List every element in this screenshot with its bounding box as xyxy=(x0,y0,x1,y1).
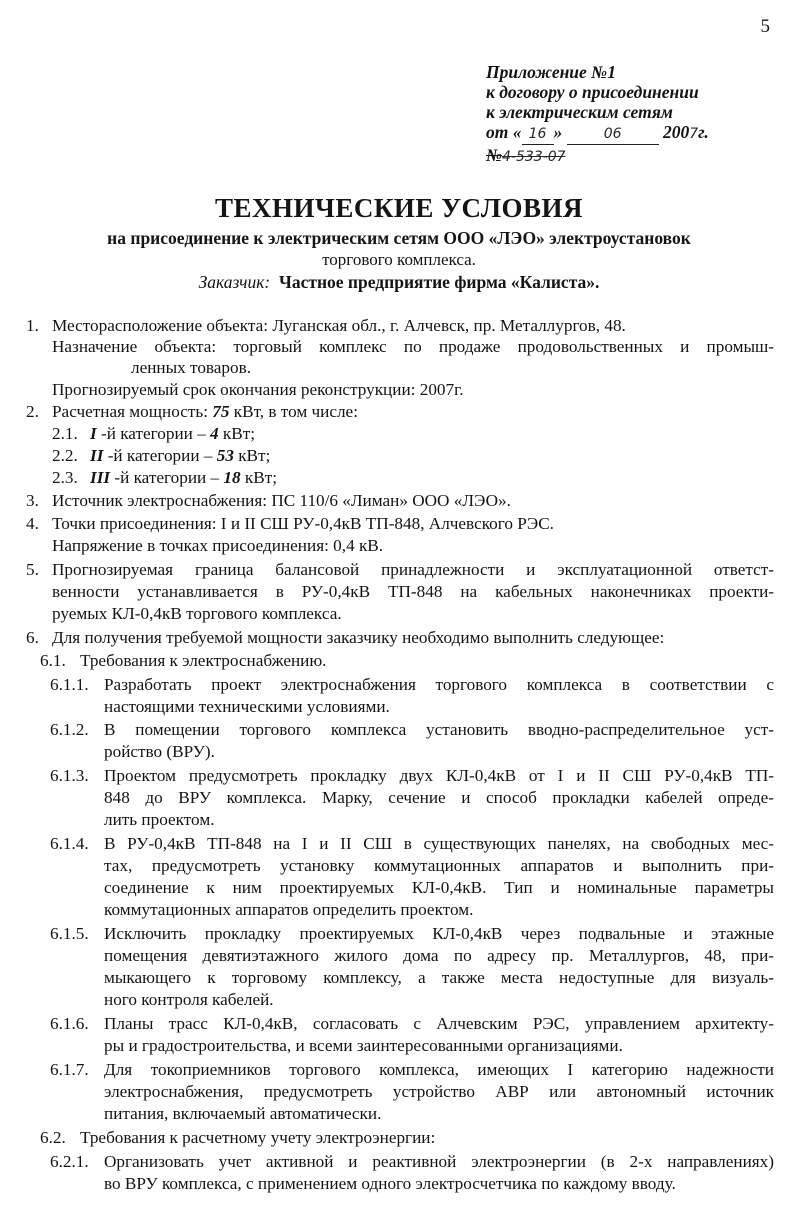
item-5-line-3: руемых КЛ-0,4кВ торгового комплекса. xyxy=(52,604,342,623)
item-1-number: 1. xyxy=(26,316,39,335)
item-6-2-1-line-2: во ВРУ комплекса, с применением одного электросчетчика по каждому вводу. xyxy=(104,1174,676,1193)
item-6-1-5-line-2: помещения девятиэтажного жилого дома по адресу пр. Металлургов, 48, при- xyxy=(104,946,774,965)
item-6-2-1-line-1: Организовать учет активной и реактивной электроэнергии (в 2-х направлениях) xyxy=(104,1152,774,1171)
item-5-line-1: Прогнозируемая граница балансовой принадлежности и эксплуатационной ответст- xyxy=(52,560,774,579)
item-5-line-2: венности устанавливается в РУ-0,4кВ ТП-848 на кабельных наконечниках проекти- xyxy=(52,582,774,601)
item-6-1-2-number: 6.1.2. xyxy=(50,720,89,739)
item-6-1-4-line-1: В РУ-0,4кВ ТП-848 на I и II СШ в существующих панелях, на свободных мес- xyxy=(104,834,774,853)
item-6-1-5-line-4: ного контроля кабелей. xyxy=(104,990,274,1009)
page-number: 5 xyxy=(760,16,770,37)
appendix-block xyxy=(486,62,786,167)
document-title: ТЕХНИЧЕСКИЕ УСЛОВИЯ xyxy=(215,193,583,223)
item-6-number: 6. xyxy=(26,628,39,647)
item-5-number: 5. xyxy=(26,560,39,579)
item-2-number: 2. xyxy=(26,402,39,421)
item-1-location: Месторасположение объекта: Луганская обл., г. Алчевск, пр. Металлургов, 48. xyxy=(52,316,626,335)
appendix-date: от « 16 » 06 2007г. xyxy=(486,122,786,145)
item-4-number: 4. xyxy=(26,514,39,533)
document-subtitle: на присоединение к электрическим сетям ООО «ЛЭО» электроустановок xyxy=(107,228,691,248)
handwritten-day: 16 xyxy=(522,124,554,145)
item-6-1-6-line-1: Планы трасс КЛ-0,4кВ, согласовать с Алчевским РЭС, управлением архитекту- xyxy=(104,1014,774,1033)
document-subtitle-object: торгового комплекса. xyxy=(322,250,476,269)
item-2-3-number: 2.3. xyxy=(52,468,78,487)
item-2-1-category: I -й категории – 4 кВт; xyxy=(90,424,256,443)
item-3-number: 3. xyxy=(26,491,39,510)
item-2-power: Расчетная мощность: 75 кВт, в том числе: xyxy=(52,402,358,421)
item-6-1-6-line-2: ры и градостроительства, и всеми заинтересованными организациями. xyxy=(104,1036,623,1055)
item-1-deadline: Прогнозируемый срок окончания реконструкции: 2007г. xyxy=(52,380,464,399)
item-6-1-heading: Требования к электроснабжению. xyxy=(80,651,327,670)
item-6-1-1-line-1: Разработать проект электроснабжения торгового комплекса в соответствии с xyxy=(104,675,774,694)
item-6-2-1-number: 6.2.1. xyxy=(50,1152,89,1171)
item-2-2-number: 2.2. xyxy=(52,446,78,465)
item-6-1-7-line-3: питания, включаемый автоматически. xyxy=(104,1104,382,1123)
item-6-1-3-line-2: 848 до ВРУ комплекса. Марку, сечение и способ прокладки кабелей опреде- xyxy=(104,788,774,807)
item-2-1-number: 2.1. xyxy=(52,424,78,443)
item-6-2-number: 6.2. xyxy=(40,1128,66,1147)
item-6-1-4-number: 6.1.4. xyxy=(50,834,89,853)
item-6-1-4-line-2: тах, предусмотреть установку коммутационных аппаратов и выполнить при- xyxy=(104,856,774,875)
item-6-1-4-line-3: соединение к ним проектируемых КЛ-0,4кВ. Тип и номинальные параметры xyxy=(104,878,774,897)
appendix-contract: к договору о присоединении xyxy=(486,82,699,102)
item-6-1-3-line-1: Проектом предусмотреть прокладку двух КЛ-0,4кВ от I и II СШ РУ-0,4кВ ТП- xyxy=(104,766,774,785)
item-2-2-category: II -й категории – 53 кВт; xyxy=(90,446,271,465)
handwritten-number: 4-533-07 xyxy=(502,149,566,165)
item-1-purpose-cont: ленных товаров. xyxy=(131,358,252,377)
item-6-1-3-line-3: лить проектом. xyxy=(104,810,215,829)
item-6-1-2-line-1: В помещении торгового комплекса установить вводно-распределительное уст- xyxy=(104,720,774,739)
item-6-1-5-number: 6.1.5. xyxy=(50,924,89,943)
item-6-1-1-line-2: настоящими техническими условиями. xyxy=(104,697,390,716)
item-4-voltage: Напряжение в точках присоединения: 0,4 кВ. xyxy=(52,536,384,555)
item-6-1-7-line-1: Для токоприемников торгового комплекса, имеющих I категорию надежности xyxy=(104,1060,774,1079)
item-6-1-2-line-2: ройство (ВРУ). xyxy=(104,742,215,761)
item-6-1-number: 6.1. xyxy=(40,651,66,670)
item-6-2-heading: Требования к расчетному учету электроэнергии: xyxy=(80,1128,436,1147)
item-6-1-1-number: 6.1.1. xyxy=(50,675,89,694)
item-6-1-5-line-3: мыкающего к торговому комплексу, а также места недоступные для визуаль- xyxy=(104,968,774,987)
customer-value: Частное предприятие фирма «Калиста». xyxy=(279,272,600,292)
customer-line xyxy=(0,272,798,293)
customer-label: Заказчик: xyxy=(198,272,271,292)
appendix-title: Приложение №1 xyxy=(486,62,616,82)
item-6-1-7-number: 6.1.7. xyxy=(50,1060,89,1079)
handwritten-month: 06 xyxy=(567,124,659,145)
item-2-3-category: III -й категории – 18 кВт; xyxy=(90,468,277,487)
appendix-number: №4-533-07 xyxy=(486,145,566,165)
item-6-1-7-line-2: электроснабжения, предусмотреть устройство АВР или автономный источник xyxy=(104,1082,774,1101)
item-6-1-6-number: 6.1.6. xyxy=(50,1014,89,1033)
item-1-purpose: Назначение объекта: торговый комплекс по продаже продовольственных и промыш- xyxy=(52,337,774,356)
handwritten-year-digit: 7 xyxy=(689,126,699,142)
item-6-intro: Для получения требуемой мощности заказчику необходимо выполнить следующее: xyxy=(52,628,665,647)
item-4-points: Точки присоединения: I и II СШ РУ-0,4кВ ТП-848, Алчевского РЭС. xyxy=(52,514,554,533)
item-3-source: Источник электроснабжения: ПС 110/6 «Лиман» ООО «ЛЭО». xyxy=(52,491,511,510)
item-6-1-3-number: 6.1.3. xyxy=(50,766,89,785)
item-6-1-5-line-1: Исключить прокладку проектируемых КЛ-0,4кВ через подвальные и этажные xyxy=(104,924,774,943)
item-6-1-4-line-4: коммутационных аппаратов определить проектом. xyxy=(104,900,474,919)
appendix-networks: к электрическим сетям xyxy=(486,102,673,122)
